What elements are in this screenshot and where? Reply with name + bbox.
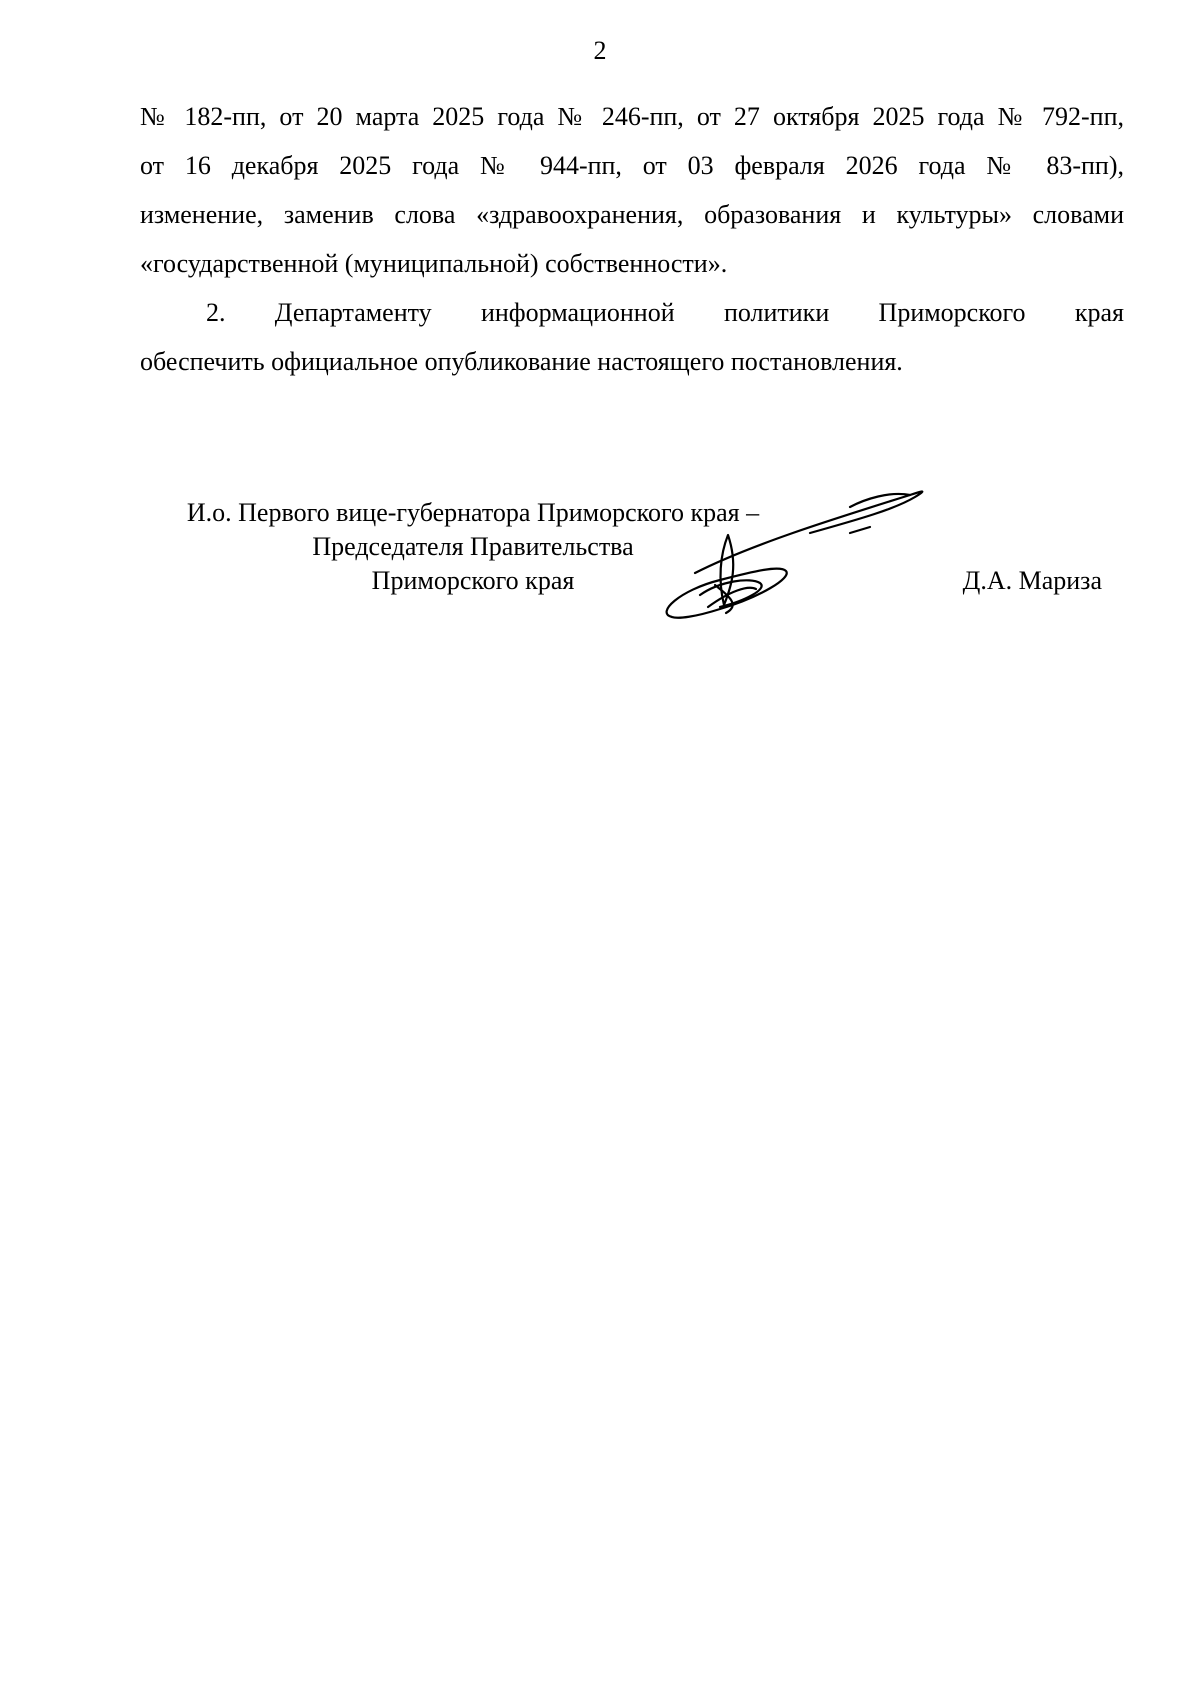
signatory-title-line-3: Приморского края [371,566,575,595]
signatory-title-line-2: Председателя Правительства [312,532,634,561]
page-number: 2 [593,36,607,65]
paragraph2-line-1: 2. Департаменту информационной политики Приморского края [206,298,1124,327]
document-body [140,92,1124,386]
signatory-name: Д.А. Мариза [962,566,1102,595]
paragraph1-line-3: изменение, заменив слова «здравоохранения, образования и культуры» словами [140,200,1124,229]
signatory-title-line-1: И.о. Первого вице-губернатора Приморского края – [186,498,760,527]
handwritten-signature-icon [660,485,960,625]
paragraph1-line-1: № 182-пп, от 20 марта 2025 года № 246-пп, от 27 октября 2025 года № 792-пп, [140,102,1124,131]
paragraph1-line-2: от 16 декабря 2025 года № 944-пп, от 03 февраля 2026 года № 83-пп), [140,151,1124,180]
paragraph2-line-2: обеспечить официальное опубликование настоящего постановления. [140,347,903,376]
paragraph1-line-4: «государственной (муниципальной) собственности». [140,249,728,278]
